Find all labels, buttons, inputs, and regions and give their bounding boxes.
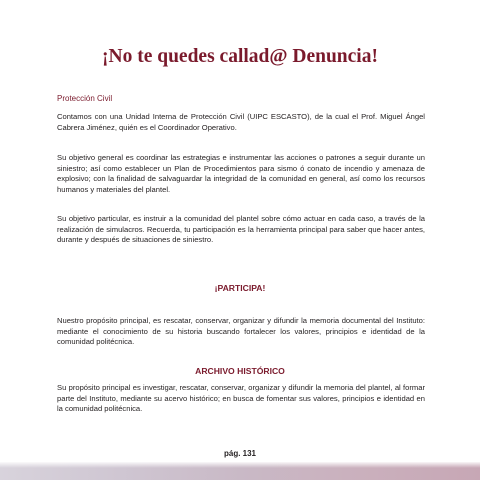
paragraph-proposito-plantel: Su propósito principal es investigar, rescatar, conservar, organizar y difundir la memoria del plantel, al formar parte del Instituto, mediante su acervo histórico; en busca de fomentar sus valores, principios e identidad en la comunidad politécnica.	[57, 383, 425, 413]
paragraph-objetivo-particular: Su objetivo particular, es instruir a la comunidad del plantel sobre cómo actuar en cada caso, a través de la realización de simulacros. Recuerda, tu participación es la herramienta principal para saber que hacer antes, durante y después de situaciones de siniestro.	[57, 214, 425, 244]
heading-archivo-historico: ARCHIVO HISTÓRICO	[195, 366, 285, 376]
paragraph-proposito-instituto: Nuestro propósito principal, es rescatar, conservar, organizar y difundir la memoria documental del Instituto: mediante el conocimiento de su historia buscando fortalecer los valores, principios e identidad de la comunidad politécnica.	[57, 316, 425, 346]
page-number: pág. 131	[223, 449, 256, 458]
heading-participa: ¡PARTICIPA!	[214, 283, 266, 293]
page-title: ¡No te quedes callad@ Denuncia!	[102, 46, 378, 67]
footer-decorative-band	[0, 462, 480, 480]
paragraph-uipc: Contamos con una Unidad Interna de Protección Civil (UIPC ESCASTO), de la cual el Prof. Miguel Ángel Cabrera Jiménez, quién es el Coordinador Operativo.	[57, 112, 425, 132]
section-label: Protección Civil	[57, 94, 113, 103]
paragraph-objetivo-general: Su objetivo general es coordinar las estrategias e instrumentar las acciones o patrones a seguir durante un siniestro; así como establecer un Plan de Procedimientos para sismo ó conato de incendio y amenaza de explosivo; con la finalidad de salvaguardar la integridad de la comunidad en general, así como los recursos humanos y materiales del plantel.	[57, 153, 425, 194]
